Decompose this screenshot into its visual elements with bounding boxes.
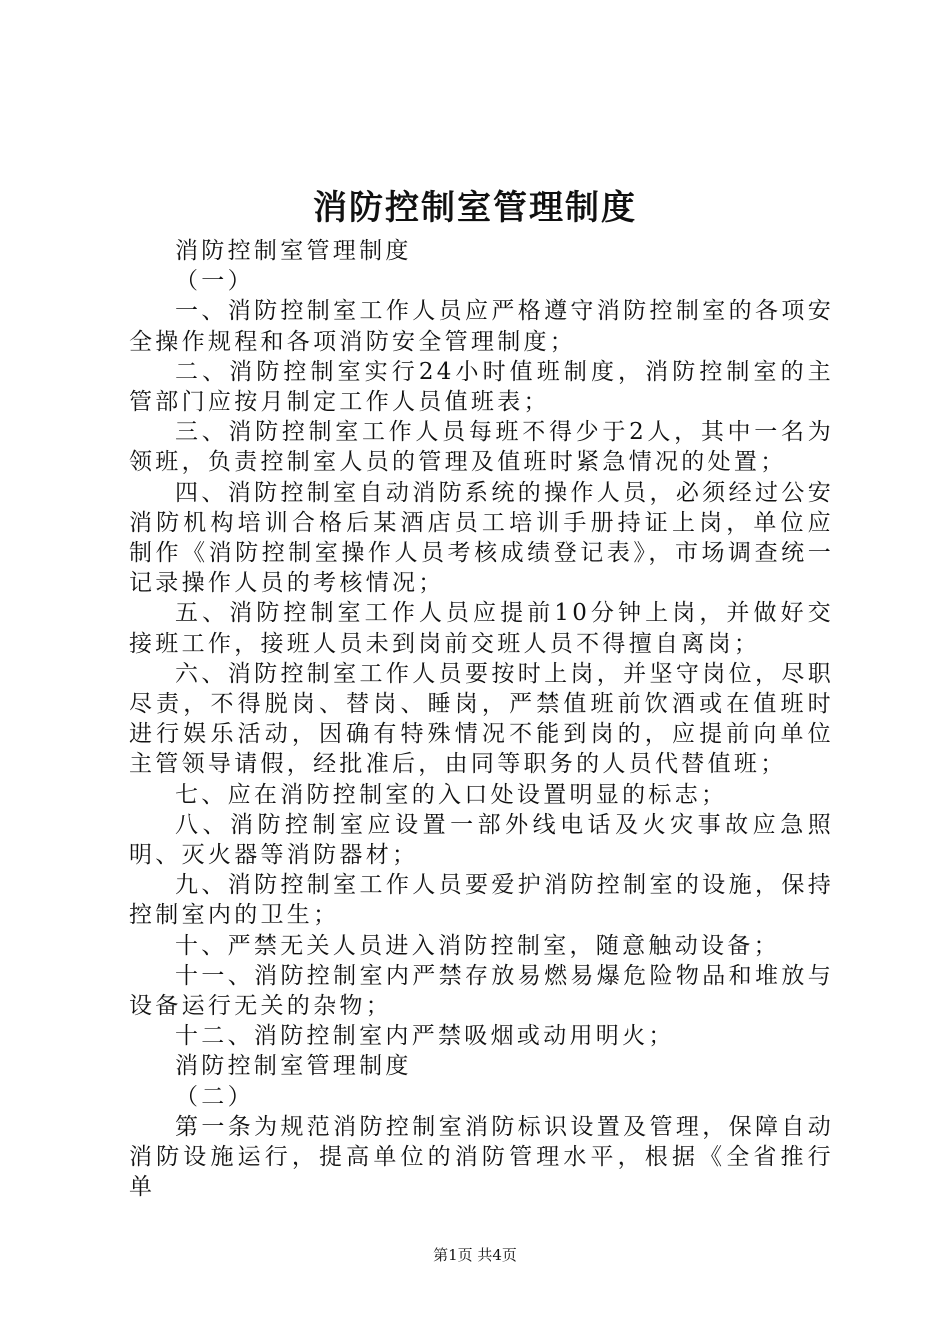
paragraph-item-4: 四、消防控制室自动消防系统的操作人员，必须经过公安消防机构培训合格后某酒店员工培训手册持证上岗，单位应制作《消防控制室操作人员考核成绩登记表》，市场调查统一记录操作人员的考核情况；	[129, 479, 834, 597]
paragraph-section-marker-1: （一）	[175, 268, 254, 295]
paragraph-item-1: 一、消防控制室工作人员应严格遵守消防控制室的各项安全操作规程和各项消防安全管理制度；	[129, 298, 834, 355]
paragraph-item-10: 十、严禁无关人员进入消防控制室，随意触动设备；	[175, 932, 780, 959]
paragraph-item-5: 五、消防控制室工作人员应提前10分钟上岗，并做好交接班工作，接班人员未到岗前交班人员不得擅自离岗；	[129, 600, 834, 657]
document-body	[129, 236, 834, 1203]
document-title: 消防控制室管理制度	[313, 188, 637, 228]
paragraph-article-1: 第一条为规范消防控制室消防标识设置及管理，保障自动消防设施运行，提高单位的消防管理水平，根据《全省推行单	[129, 1113, 834, 1201]
paragraph-item-11: 十一、消防控制室内严禁存放易燃易爆危险物品和堆放与设备运行无关的杂物；	[129, 962, 834, 1020]
paragraph-item-6: 六、消防控制室工作人员要按时上岗，并坚守岗位，尽职尽责，不得脱岗、替岗、睡岗，严禁值班前饮酒或在值班时进行娱乐活动，因确有特殊情况不能到岗的，应提前向单位主管领导请假，经批准后，由同等职务的人员代替值班；	[129, 660, 834, 778]
paragraph-item-8: 八、消防控制室应设置一部外线电话及火灾事故应急照明、灭火器等消防器材；	[129, 811, 834, 869]
paragraph-item-9: 九、消防控制室工作人员要爱护消防控制室的设施，保持控制室内的卫生；	[129, 872, 834, 929]
paragraph-section-marker-2: （二）	[175, 1083, 254, 1110]
paragraph-subtitle-1: 消防控制室管理制度	[175, 238, 412, 264]
paragraph-item-7: 七、应在消防控制室的入口处设置明显的标志；	[175, 781, 728, 808]
page-footer: 第1页 共4页	[433, 1246, 517, 1264]
paragraph-item-2: 二、消防控制室实行24小时值班制度，消防控制室的主管部门应按月制定工作人员值班表；	[129, 358, 834, 416]
paragraph-subtitle-2: 消防控制室管理制度	[175, 1053, 412, 1080]
paragraph-item-12: 十二、消防控制室内严禁吸烟或动用明火；	[175, 1023, 675, 1050]
paragraph-item-3: 三、消防控制室工作人员每班不得少于2人，其中一名为领班，负责控制室人员的管理及值班时紧急情况的处置；	[129, 419, 834, 476]
